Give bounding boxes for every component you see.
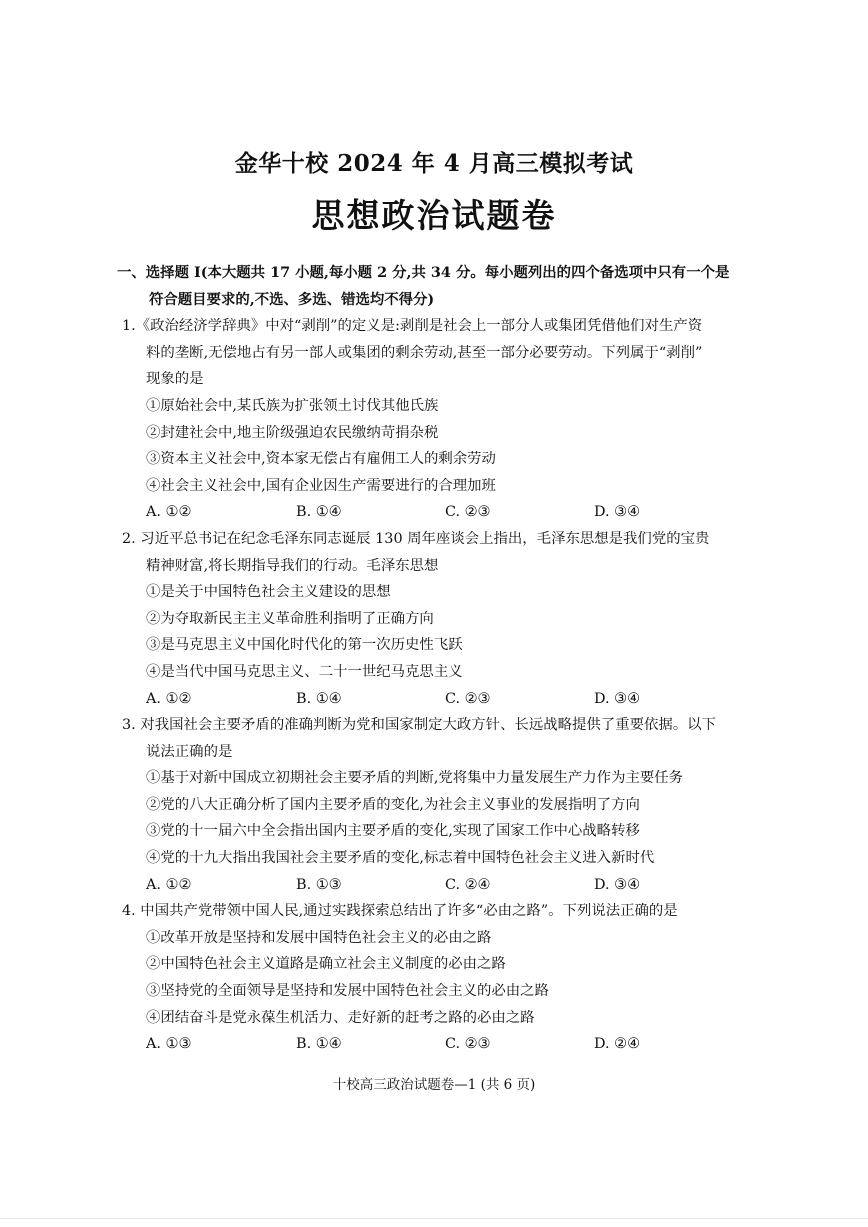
choice-b: B. ①④ bbox=[296, 690, 342, 707]
question-stem-cont: 说法正确的是 bbox=[146, 743, 233, 760]
page-footer: 十校高三政治试题卷—1 (共 6 页) bbox=[332, 1077, 536, 1093]
choice-d: D. ③④ bbox=[594, 690, 640, 707]
statement-option: ③资本主义社会中,资本家无偿占有雇佣工人的剩余劳动 bbox=[146, 451, 496, 468]
question-stem: 3. 对我国社会主要矛盾的准确判断为党和国家制定大政方针、长远战略提供了重要依据。以下 bbox=[122, 717, 716, 734]
statement-option: ④团结奋斗是党永葆生机活力、走好新的赶考之路的必由之路 bbox=[146, 1009, 535, 1026]
choice-a: A. ①② bbox=[146, 876, 192, 893]
statement-option: ④社会主义社会中,国有企业因生产需要进行的合理加班 bbox=[146, 477, 496, 494]
choice-c: C. ②③ bbox=[445, 1036, 491, 1053]
question-stem: 4. 中国共产党带领中国人民,通过实践探索总结出了许多“必由之路”。下列说法正确的是 bbox=[122, 903, 678, 920]
question-stem-cont: 精神财富,将长期指导我们的行动。毛泽东思想 bbox=[146, 557, 439, 574]
choice-a: A. ①② bbox=[146, 504, 192, 521]
choice-d: D. ③④ bbox=[594, 504, 640, 521]
statement-option: ②封建社会中,地主阶级强迫农民缴纳苛捐杂税 bbox=[146, 424, 439, 441]
section-heading: 一、选择题 I(本大题共 17 小题,每小题 2 分,共 34 分。每小题列出的四个备选项中只有一个是 bbox=[117, 264, 730, 281]
answer-choices bbox=[0, 872, 868, 899]
question-stem: 1.《政治经济学辞典》中对“剥削”的定义是:剥削是社会上一部分人或集团凭借他们对生产资 bbox=[122, 318, 703, 335]
choice-b: B. ①④ bbox=[296, 504, 342, 521]
answer-choices bbox=[0, 1031, 868, 1058]
choice-a: A. ①② bbox=[146, 690, 192, 707]
page-edge-divider bbox=[0, 1218, 868, 1219]
answer-choices bbox=[0, 686, 868, 713]
question-3 bbox=[0, 712, 868, 898]
choice-b: B. ①④ bbox=[296, 1036, 342, 1053]
statement-option: ①是关于中国特色社会主义建设的思想 bbox=[146, 584, 391, 601]
statement-option: ①改革开放是坚持和发展中国特色社会主义的必由之路 bbox=[146, 929, 492, 946]
choice-b: B. ①③ bbox=[296, 876, 342, 893]
statement-option: ③是马克思主义中国化时代化的第一次历史性飞跃 bbox=[146, 637, 463, 654]
statement-option: ③党的十一届六中全会指出国内主要矛盾的变化,实现了国家工作中心战略转移 bbox=[146, 823, 640, 840]
choice-c: C. ②③ bbox=[445, 690, 491, 707]
question-2 bbox=[0, 526, 868, 712]
question-stem-cont: 料的垄断,无偿地占有另一部人或集团的剩余劳动,甚至一部分必要劳动。下列属于“剥削” bbox=[146, 344, 703, 361]
statement-option: ②党的八大正确分析了国内主要矛盾的变化,为社会主义事业的发展指明了方向 bbox=[146, 796, 640, 813]
statement-option: ④党的十九大指出我国社会主要矛盾的变化,标志着中国特色社会主义进入新时代 bbox=[146, 850, 655, 867]
question-1 bbox=[0, 313, 868, 526]
choice-c: C. ②④ bbox=[445, 876, 491, 893]
choice-d: D. ②④ bbox=[594, 1036, 640, 1053]
exam-title: 金华十校 2024 年 4 月高三模拟考试 bbox=[234, 150, 634, 177]
choice-a: A. ①③ bbox=[146, 1036, 192, 1053]
section-heading-cont: 符合题目要求的,不选、多选、错选均不得分) bbox=[149, 290, 435, 308]
statement-option: ②中国特色社会主义道路是确立社会主义制度的必由之路 bbox=[146, 956, 506, 973]
statement-option: ④是当代中国马克思主义、二十一世纪马克思主义 bbox=[146, 663, 463, 680]
statement-option: ①原始社会中,某氏族为扩张领土讨伐其他氏族 bbox=[146, 397, 439, 414]
exam-subtitle: 思想政治试题卷 bbox=[311, 196, 557, 235]
statement-option: ②为夺取新民主主义革命胜利指明了正确方向 bbox=[146, 610, 434, 627]
statement-option: ③坚持党的全面领导是坚持和发展中国特色社会主义的必由之路 bbox=[146, 983, 549, 1000]
question-stem-cont: 现象的是 bbox=[146, 371, 204, 388]
choice-d: D. ③④ bbox=[594, 876, 640, 893]
exam-content bbox=[0, 260, 868, 1058]
question-stem: 2. 习近平总书记在纪念毛泽东同志诞辰 130 周年座谈会上指出，毛泽东思想是我们党的宝贵 bbox=[122, 530, 710, 547]
question-4 bbox=[0, 898, 868, 1058]
choice-c: C. ②③ bbox=[445, 504, 491, 521]
statement-option: ①基于对新中国成立初期社会主要矛盾的判断,党将集中力量发展生产力作为主要任务 bbox=[146, 770, 684, 787]
answer-choices bbox=[0, 499, 868, 526]
